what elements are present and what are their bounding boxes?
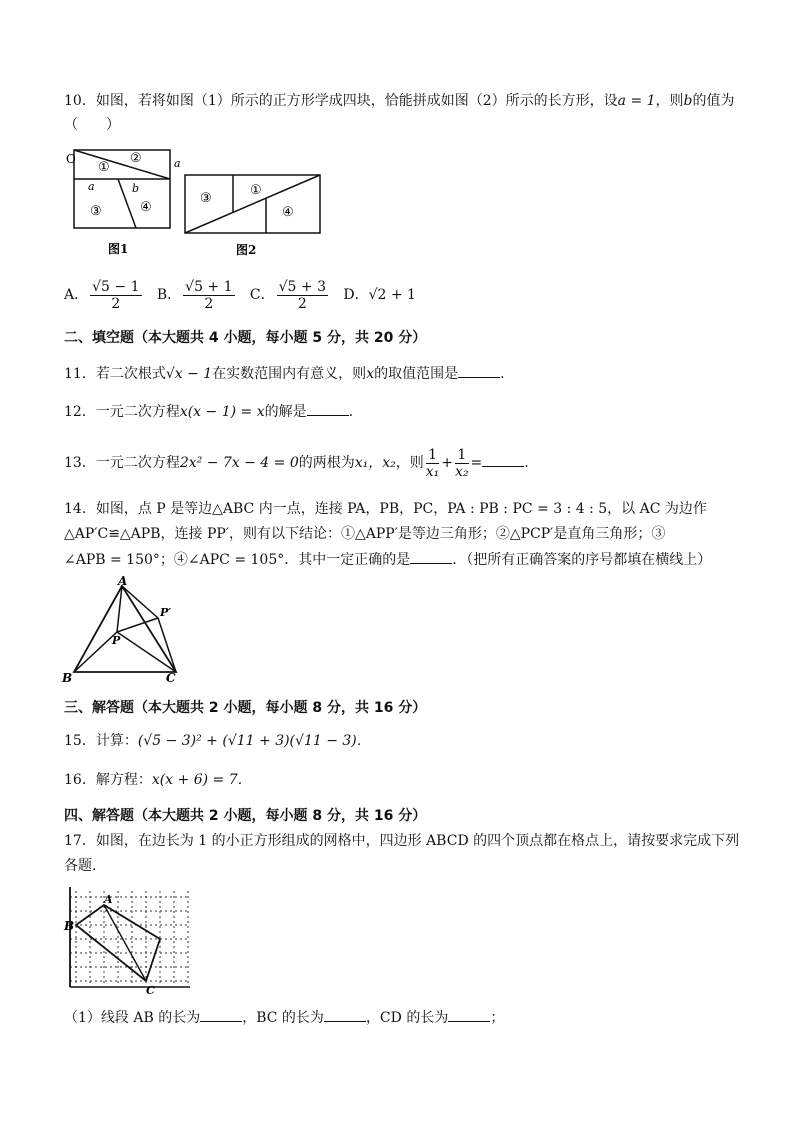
section-2-title: 二、填空题（本大题共 4 小题，每小题 5 分，共 20 分） xyxy=(64,330,427,346)
segment-pb xyxy=(74,632,117,672)
segment-pc xyxy=(117,632,176,672)
q17-sub-1 xyxy=(64,1007,504,1028)
fig1-label-a-right: a xyxy=(174,157,181,170)
q12 xyxy=(64,401,353,422)
q17-grid-figure xyxy=(62,883,194,995)
q17-sub1-a: （1）线段 AB 的长为 xyxy=(64,1010,201,1026)
option-b-letter: B． xyxy=(156,287,182,303)
q12-pre: 12．一元二次方程 xyxy=(64,404,180,420)
q11-pre: 11．若二次根式 xyxy=(64,366,166,382)
q10-answer-paren: （ ） xyxy=(64,117,120,133)
q14-line3a: ∠APB = 150°；④∠APC = 105°．其中一定正确的是 xyxy=(64,552,411,568)
label-b: B xyxy=(62,671,73,684)
q10-b-var: b xyxy=(683,93,693,109)
label-c: C xyxy=(166,671,176,684)
q12-expr: x(x − 1) = x xyxy=(179,404,265,420)
option-a-frac xyxy=(90,279,141,312)
section-4-title: 四、解答题（本大题共 2 小题，每小题 8 分，共 16 分） xyxy=(64,808,427,824)
q11-expr: √x − 1 xyxy=(165,366,213,382)
option-a-letter: A． xyxy=(64,287,89,303)
fig1-piece-4: ④ xyxy=(140,200,152,215)
q17-sub1-b: ，BC 的长为 xyxy=(242,1010,324,1026)
q13-roots: x₁，x₂ xyxy=(354,455,396,471)
q11-end: . xyxy=(500,366,505,382)
q10-text2: ，则 xyxy=(655,93,684,109)
label-a: A xyxy=(104,893,113,906)
q13-frac2-den: x₂ xyxy=(455,463,469,480)
q17-sub1-c: ，CD 的长为 xyxy=(365,1010,449,1026)
option-b-frac xyxy=(183,279,234,312)
q11 xyxy=(64,363,505,384)
q15-pre: 15．计算： xyxy=(64,733,138,749)
fig1-piece-3: ③ xyxy=(90,204,102,219)
option-a xyxy=(64,278,144,312)
fig2-piece-1: ① xyxy=(250,183,262,198)
fig2-caption: 图2 xyxy=(236,243,257,257)
option-b xyxy=(156,278,237,312)
q16-expr: x(x + 6) = 7． xyxy=(151,772,252,788)
q13-end: . xyxy=(524,455,529,471)
q13-pre: 13．一元二次方程 xyxy=(64,455,180,471)
q12-end: . xyxy=(348,404,354,420)
q13-expr: 2x² − 7x − 4 = 0 xyxy=(179,455,299,471)
q14-line-3 xyxy=(64,549,711,570)
fig1-label-a: a xyxy=(88,180,95,193)
segment-cp-prime xyxy=(158,618,176,672)
q10-text: 10．如图，若将如图（1）所示的正方形学成四块，恰能拼成如图（2）所示的长方形，设 xyxy=(64,93,618,109)
q11-post: 在实数范围内有意义，则 xyxy=(212,366,367,382)
segment-pp-prime xyxy=(117,618,158,632)
option-c-num: √5 + 3 xyxy=(278,278,326,295)
option-b-den: 2 xyxy=(204,295,214,312)
q15 xyxy=(64,731,371,751)
option-d xyxy=(343,287,416,303)
option-d-letter: D． xyxy=(343,287,369,303)
bc-length-blank[interactable] xyxy=(324,1007,366,1022)
q13-post2: ，则 xyxy=(395,455,424,471)
q10-figure-2 xyxy=(180,170,328,260)
q10-stem xyxy=(64,91,735,111)
q14-line-1: 14．如图，点 P 是等边△ABC 内一点，连接 PA，PB，PC，PA : PB : PC = 3 : 4 : 5，以 AC 为边作 xyxy=(64,501,707,517)
fig2-piece-3: ③ xyxy=(200,191,212,206)
q10-figure-1 xyxy=(64,145,184,263)
option-a-den: 2 xyxy=(111,295,121,312)
fig1-corner-o: O xyxy=(66,152,76,166)
fig2-piece-4: ④ xyxy=(282,205,294,220)
label-p-prime: P′ xyxy=(160,606,172,619)
q13-answer-blank[interactable] xyxy=(482,452,524,467)
q13-post: 的两根为 xyxy=(298,455,355,471)
q10-options xyxy=(64,276,416,314)
diagonal-ac xyxy=(104,905,146,981)
fig1-piece-2: ② xyxy=(130,151,142,166)
fig1-piece-1: ① xyxy=(98,160,110,175)
q13 xyxy=(64,444,529,482)
fig1-diagonal xyxy=(74,150,170,179)
ab-length-blank[interactable] xyxy=(200,1007,242,1022)
option-a-num: √5 − 1 xyxy=(92,278,140,295)
q13-frac1-num: 1 xyxy=(426,447,440,464)
option-d-expr: √2 + 1 xyxy=(368,287,416,303)
q13-eq: = xyxy=(470,455,483,471)
section-3-title: 三、解答题（本大题共 2 小题，每小题 8 分，共 16 分） xyxy=(64,700,427,716)
q11-answer-blank[interactable] xyxy=(458,363,500,378)
q13-plus: + xyxy=(441,455,454,471)
cd-length-blank[interactable] xyxy=(448,1007,490,1022)
fig1-label-b: b xyxy=(132,182,140,195)
q12-post: 的解是 xyxy=(264,404,307,420)
q11-post2: 的取值范围是 xyxy=(374,366,459,382)
q17-line-1: 17．如图，在边长为 1 的小正方形组成的网格中，四边形 ABCD 的四个顶点都在格点上，请按要求完成下列 xyxy=(64,833,740,849)
q16 xyxy=(64,770,252,790)
label-c: C xyxy=(146,984,155,995)
q14-line3b: ．（把所有正确答案的序号都填在横线上） xyxy=(452,552,712,568)
option-c xyxy=(249,278,330,312)
q13-frac-1 xyxy=(426,447,440,480)
q16-pre: 16．解方程： xyxy=(64,772,152,788)
option-c-frac xyxy=(277,279,328,312)
q14-line-2: △AP′C≌△APB，连接 PP′，则有以下结论：①△APP′是等边三角形；②△PCP′是直角三角形；③ xyxy=(64,526,666,542)
q10-a-eq: a = 1 xyxy=(617,93,656,109)
q12-answer-blank[interactable] xyxy=(307,401,349,416)
option-c-den: 2 xyxy=(297,295,307,312)
q14-triangle-figure xyxy=(60,576,190,684)
option-c-letter: C． xyxy=(249,287,275,303)
label-b: B xyxy=(64,919,75,933)
q11-var: x xyxy=(366,366,375,382)
label-p: P xyxy=(112,634,121,647)
option-b-num: √5 + 1 xyxy=(185,278,233,295)
q17-sub1-end: ； xyxy=(490,1010,505,1026)
q13-frac1-den: x₁ xyxy=(425,463,440,480)
q13-frac-2 xyxy=(455,447,469,480)
q14-answer-blank[interactable] xyxy=(410,549,452,564)
q17-line-2: 各题． xyxy=(64,858,106,874)
q15-expr: (√5 − 3)² + (√11 + 3)(√11 − 3)． xyxy=(137,733,371,749)
q13-frac2-num: 1 xyxy=(455,447,469,464)
label-a: A xyxy=(118,576,128,588)
fig1-caption: 图1 xyxy=(108,242,129,256)
q10-text3: 的值为 xyxy=(692,93,735,109)
